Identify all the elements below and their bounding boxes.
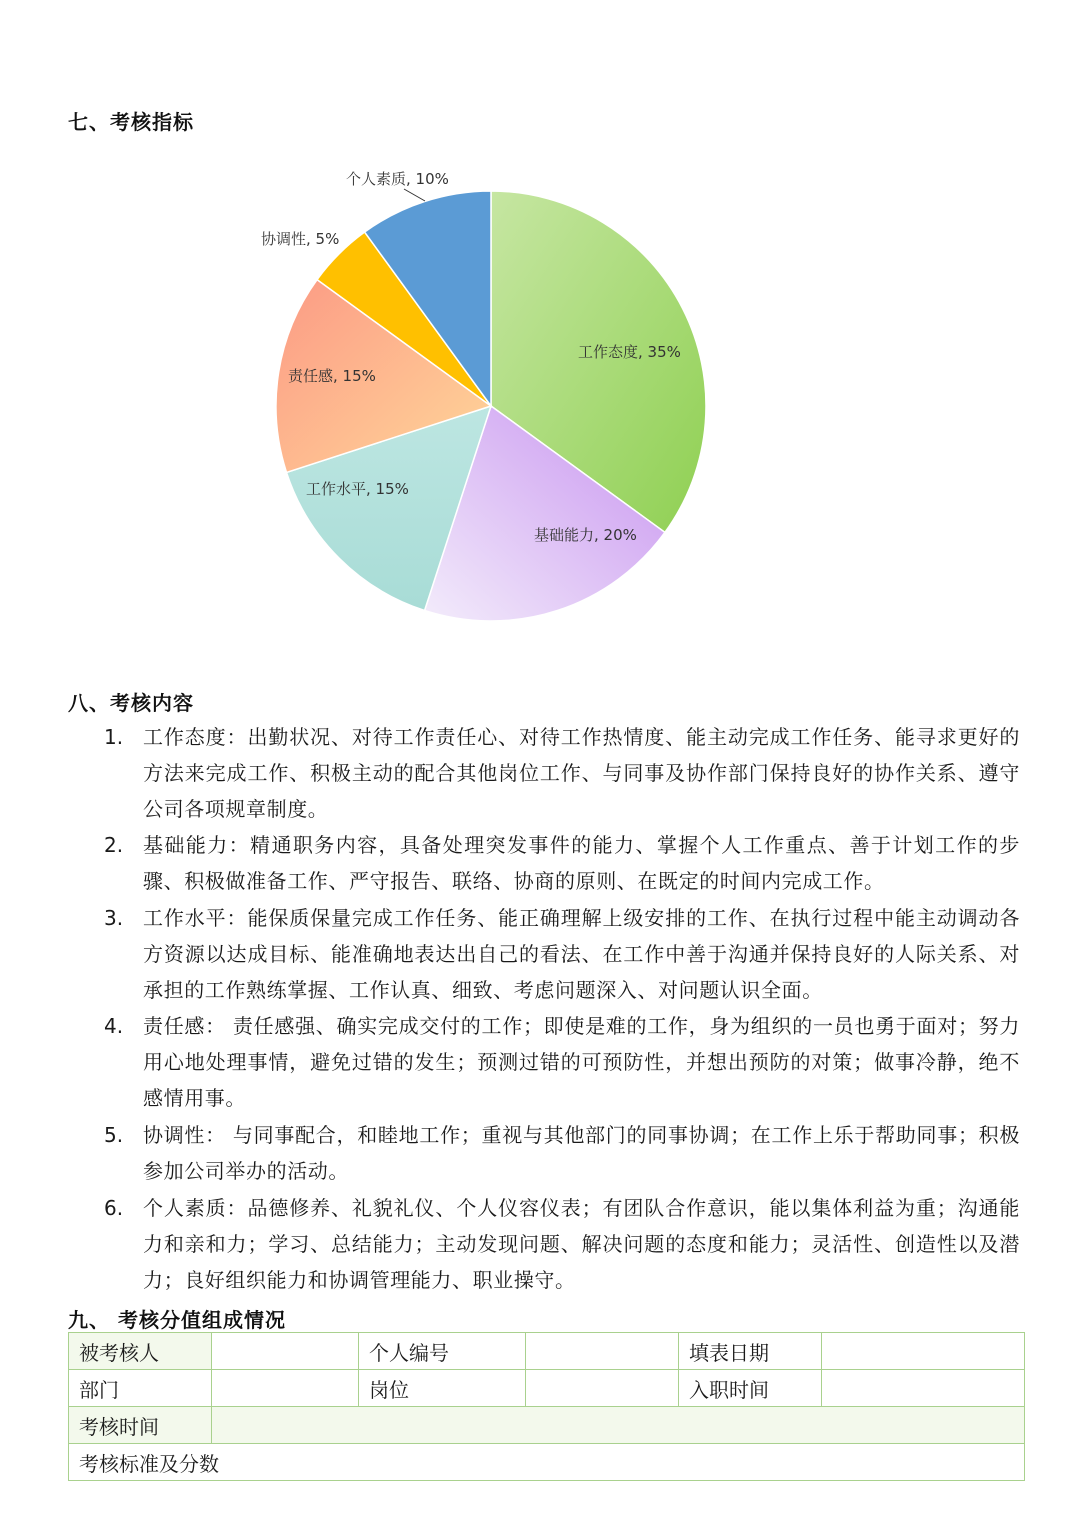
pie-chart [0, 150, 1080, 640]
table-cell [526, 1370, 679, 1407]
section-7-heading: 七、考核指标 [68, 110, 194, 134]
list-item-text: 协调性： 与同事配合，和睦地工作；重视与其他部门的同事协调；在工作上乐于帮助同事；积极参加公司举办的活动。 [143, 1123, 1020, 1183]
list-item-number: 5. [104, 1123, 124, 1147]
table-cell: 考核时间 [69, 1407, 212, 1444]
table-cell [212, 1333, 359, 1370]
list-item-number: 1. [104, 725, 124, 749]
table-cell: 入职时间 [679, 1370, 822, 1407]
list-item-number: 2. [104, 833, 124, 857]
table-cell [212, 1407, 1025, 1444]
list-item [100, 827, 1020, 899]
table-cell [822, 1370, 1025, 1407]
list-item-text: 工作水平：能保质保量完成工作任务、能正确理解上级安排的工作、在执行过程中能主动调动各方资源以达成目标、能准确地表达出自己的看法、在工作中善于沟通并保持良好的人际关系、对承担的工作熟练掌握、工作认真、细致、考虑问题深入、对问题认识全面。 [143, 906, 1020, 1002]
table-cell [526, 1333, 679, 1370]
pie-label: 工作水平, 15% [306, 480, 409, 498]
list-item-text: 个人素质：品德修养、礼貌礼仪、个人仪容仪表；有团队合作意识，能以集体利益为重；沟通能力和亲和力；学习、总结能力；主动发现问题、解决问题的态度和能力；灵活性、创造性以及潜力；良好组织能力和协调管理能力、职业操守。 [143, 1196, 1020, 1292]
list-item [100, 1117, 1020, 1189]
list-item-text: 基础能力：精通职务内容，具备处理突发事件的能力、掌握个人工作重点、善于计划工作的步骤、积极做准备工作、严守报告、联络、协商的原则、在既定的时间内完成工作。 [143, 833, 1020, 893]
pie-leader-line [404, 189, 425, 201]
section-9-heading: 九、 考核分值组成情况 [68, 1308, 286, 1332]
pie-label: 基础能力, 20% [534, 526, 637, 544]
table-cell: 考核标准及分数 [69, 1444, 1025, 1481]
pie-label: 协调性, 5% [261, 230, 340, 248]
table-cell [822, 1333, 1025, 1370]
table-row [69, 1370, 1025, 1407]
table-cell: 被考核人 [69, 1333, 212, 1370]
list-item [100, 1190, 1020, 1298]
table-cell: 岗位 [359, 1370, 526, 1407]
section-8-heading: 八、考核内容 [68, 691, 194, 715]
table-row [69, 1333, 1025, 1370]
list-item-text: 工作态度：出勤状况、对待工作责任心、对待工作热情度、能主动完成工作任务、能寻求更好的方法来完成工作、积极主动的配合其他岗位工作、与同事及协作部门保持良好的协作关系、遵守公司各项规章制度。 [143, 725, 1020, 821]
pie-label: 工作态度, 35% [578, 343, 681, 361]
table-cell: 个人编号 [359, 1333, 526, 1370]
list-item-number: 4. [104, 1014, 124, 1038]
table-cell: 部门 [69, 1370, 212, 1407]
list-item [100, 1008, 1020, 1116]
list-item-number: 6. [104, 1196, 124, 1220]
score-composition-table [68, 1332, 1025, 1481]
list-item [100, 900, 1020, 1008]
table-row [69, 1407, 1025, 1444]
pie-label: 责任感, 15% [288, 367, 376, 385]
pie-label: 个人素质, 10% [346, 170, 449, 188]
table-row [69, 1444, 1025, 1481]
list-item-number: 3. [104, 906, 124, 930]
list-item [100, 719, 1020, 827]
table-cell [212, 1370, 359, 1407]
table-cell: 填表日期 [679, 1333, 822, 1370]
list-item-text: 责任感： 责任感强、确实完成交付的工作；即使是难的工作，身为组织的一员也勇于面对；努力用心地处理事情，避免过错的发生；预测过错的可预防性，并想出预防的对策；做事冷静，绝不感情用事。 [143, 1014, 1020, 1110]
